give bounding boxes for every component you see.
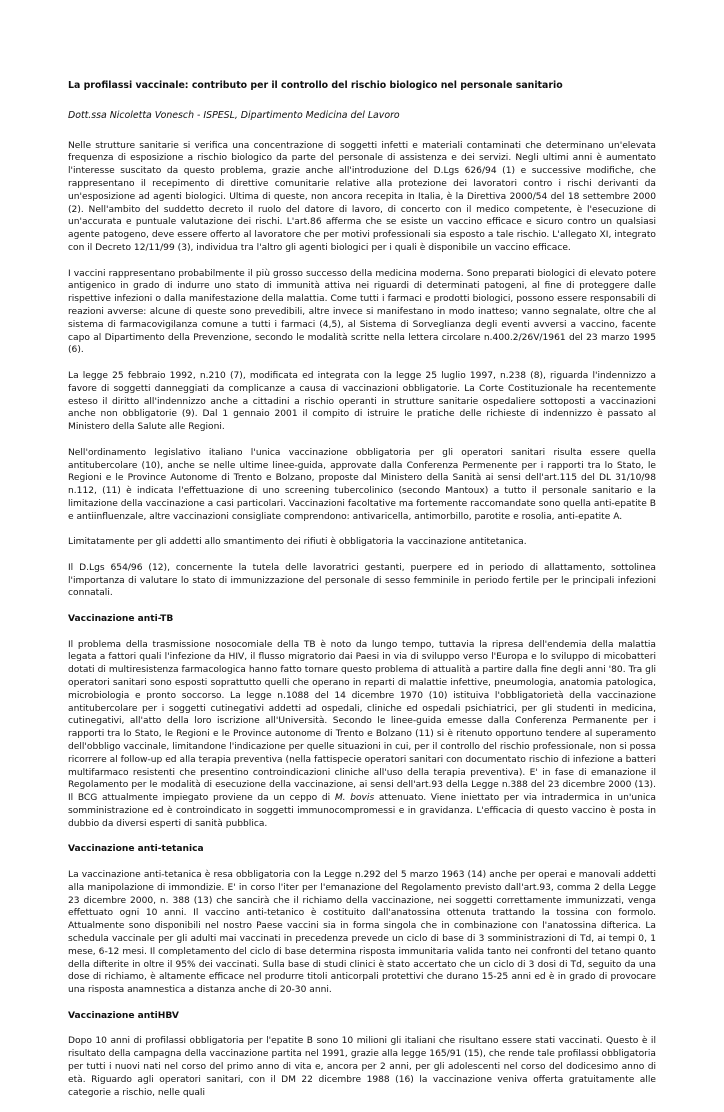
paragraph-legislation: Nell'ordinamento legislativo italiano l'unica vaccinazione obbligatoria per gli operatori sanitari risulta essere quella antitubercolare (10), anche se nelle ultime linee-guida, approvate dalla Conferenza Permenente per i rapporti tra lo Stato, le Regioni e le Province Autonome di Trento e Bolzano, proposte dal Ministero della Sanità ai sensi dell'art.115 del DL 31/10/98 n.112, (11) è indicata l'effettuazione di uno screening tubercolinico (secondo Mantoux) a tutto il personale sanitario e la limitazione della vaccinazione a casi particolari. Vaccinazioni facoltative ma fortemente raccomandate sono quella anti-epatite B e antiinfluenzale, altre vaccinazioni consigliate comprendono: antivaricella, antimorbillo, parotite e rosolia, anti-epatite A. (68, 447, 656, 522)
paragraph-indemnity-law: La legge 25 febbraio 1992, n.210 (7), modificata ed integrata con la legge 25 luglio 1997, n.238 (8), riguarda l'indennizzo a favore di soggetti danneggiati da complicanze a causa di vaccinazioni obbligatorie. La Corte Costituzionale ha recentemente esteso il diritto all'indennizzo anche a cittadini a rischio operanti in strutture sanitarie ospedaliere sottoposti a vaccinazioni anche non obbligatorie (9). Dal 1 gennaio 2001 il compito di istruire le pratiche delle richieste di indennizzo è passato al Ministero della Salute alle Regioni. (68, 370, 656, 433)
section-body-anti-tb (68, 639, 656, 831)
section-heading-anti-tetanica: Vaccinazione anti-tetanica (68, 844, 204, 855)
anti-tb-text-part1: Il problema della trasmissione nosocomiale della TB è noto da lungo tempo, tuttavia la ripresa dell'endemia della malattia legata a fattori quali l'infezione da HIV, il flusso migratorio dai Paesi in via di sviluppo verso l'Europa e lo sviluppo di micobatteri dotati di multiresistenza farmacologica hanno fatto tornare questo problema di attualità a partire dalla fine degli anni '80. Tra gli operatori sanitari sono esposti soprattutto quelli che operano in reparti di malattie infettive, pneumologia, anatomia patologica, microbiologia e pronto soccorso. La legge n.1088 del 14 dicembre 1970 (10) istituiva l'obbligatorietà della vaccinazione antitubercolare per i soggetti cutinegativi addetti ad ospedali, cliniche ed ospedali psichiatrici, per gli studenti in medicina, cutinegativi, all'atto della loro iscrizione all'Università. Secondo le linee-guida emesse dalla Conferenza Permanente per i rapporti tra lo Stato, le Regioni e le Province autonome di Trento e Bolzano (11) si è ritenuto opportuno tendere al superamento dell'obbligo vaccinale, limitandone l'indicazione per quelle situazioni in cui, per il controllo del rischio professionale, non si possa ricorrere al follow-up ed alla terapia preventiva (nella fattispecie operatori sanitari con documentato rischio di infezione a batteri multifarmaco resistenti che presentino controindicazioni cliniche all'uso della terapia preventiva). E' in fase di emanazione il Regolamento per le modalità di esecuzione della vaccinazione, ai sensi dell'art.93 della Legge n.388 del 23 dicembre 2000 (13). Il BCG attualmente impiegato proviene da un ceppo di (68, 639, 656, 804)
paragraph-intro: Nelle strutture sanitarie si verifica una concentrazione di soggetti infetti e materiali contaminati che determinano un'elevata frequenza di esposizione a rischio biologico da parte del personale di assistenza e dei servizi. Negli ultimi anni è aumentato l'interesse suscitato da questo problema, grazie anche all'introduzione del D.Lgs 626/94 (1) e successive modifiche, che rappresentano il recepimento di direttive comunitarie relative alla protezione dei lavoratori contro i rischi derivanti da un'esposizione ad agenti biologici. Ultima di queste, non ancora recepita in Italia, è la Direttiva 2000/54 del 18 settembre 2000 (2). Nell'ambito del suddetto decreto il ruolo del datore di lavoro, di concerto con il medico competente, è l'esecuzione di un'accurata e puntuale valutazione dei rischi. L'art.86 afferma che se esiste un vaccino efficace e sicuro contro un qualsiasi agente patogeno, deve essere offerto al lavoratore che per motivi professionali sia esposto a tale rischio. L'allegato XI, integrato con il Decreto 12/11/99 (3), individua tra l'altro gli agenti biologici per i quali è disponibile un vaccino efficace. (68, 140, 656, 253)
section-body-anti-hbv: Dopo 10 anni di profilassi obbligatoria per l'epatite B sono 10 milioni gli italiani che risultano essere stati vaccinati. Questo è il risultato della campagna della vaccinazione partita nel 1991, grazie alla legge 165/91 (15), che rende tale profilassi obbligatoria per tutti i nuovi nati nel corso del primo anno di vita e, ancora per 2 anni, per gli adolescenti nel corso del dodicesimo anno di età. Riguardo agli operatori sanitari, con il DM 22 dicembre 1988 (16) la vaccinazione veniva offerta gratuitamente alle categorie a rischio, nelle quali (68, 1036, 656, 1098)
species-name: M. bovis (334, 793, 375, 804)
paragraph-vaccines: I vaccini rappresentano probabilmente il più grosso successo della medicina moderna. Sono preparati biologici di elevato potere antigenico in grado di indurre uno stato di immunità attiva nei riguardi di determinati patogeni, al fine di proteggere dalle rispettive infezioni o dalla manifestazione della malattia. Come tutti i farmaci e prodotti biologici, possono essere responsabili di reazioni avverse: alcune di queste sono prevedibili, altre invece si manifestano in modo inatteso; vanno segnalate, oltre che al sistema di farmacovigilanza comune a tutti i farmaci (4,5), al Sistema di Sorveglianza degli eventi avversi a vaccino, facente capo al Dipartimento della Prevenzione, secondo le modalità scritte nella lettera circolare n.400.2/26V/1961 del 23 marzo 1995 (6). (68, 268, 656, 356)
document-title: La profilassi vaccinale: contributo per il controllo del rischio biologico nel personale sanitario (68, 80, 563, 91)
section-heading-anti-hbv: Vaccinazione antiHBV (68, 1010, 179, 1021)
paragraph-pregnant-workers: Il D.Lgs 654/96 (12), concernente la tutela delle lavoratrici gestanti, puerpere ed in periodo di allattamento, sottolinea l'importanza di valutare lo stato di immunizzazione del personale di sesso femminile in periodo fertile per le principali infezioni connatali. (68, 562, 656, 599)
paragraph-waste-workers: Limitatamente per gli addetti allo smantimento dei rifiuti è obbligatoria la vaccinazione antitetanica. (68, 537, 527, 548)
section-body-anti-tetanica: La vaccinazione anti-tetanica è resa obbligatoria con la Legge n.292 del 5 marzo 1963 (14) anche per operai e manovali addetti alla manipolazione di immondizie. E' in corso l'iter per l'emanazione del Regolamento previsto dall'art.93, comma 2 della Legge 23 dicembre 2000, n. 388 (13) che sancirà che il richiamo della vaccinazione, nei soggetti correttamente immunizzati, venga effettuato ogni 10 anni. Il vaccino anti-tetanico è costituito dall'anatossina ottenuta trattando la tossina con formolo. Attualmente sono disponibili nel nostro Paese vaccini sia in forma singola che in combinazione con l'anatossina difterica. La schedula vaccinale per gli adulti mai vaccinati in precedenza prevede un ciclo di base di 3 somministrazioni di Td, ai tempi 0, 1 mese, 6-12 mesi. Il completamento del ciclo di base determina risposta immunitaria valida tanto nei confronti del tetano quanto della difterite in oltre il 95% dei vaccinati. Sulla base di studi clinici è stato accertato che un ciclo di 3 dosi di Td, seguito da una dose di richiamo, è altamente efficace nel produrre titoli anticorpali protettivi che durano 15-25 anni ed è in grado di provocare una risposta anamnestica a distanza anche di 20-30 anni. (68, 870, 656, 996)
author-line: Dott.ssa Nicoletta Vonesch - ISPESL, Dipartimento Medicina del Lavoro (68, 109, 400, 121)
section-heading-anti-tb: Vaccinazione anti-TB (68, 614, 174, 625)
document-page (68, 80, 656, 1112)
anti-tb-text-part2: attenuato. Viene iniettato per via intradermica in un'unica somministrazione ed è controindicato in soggetti immunocompromessi e in gravidanza. L'efficacia di questo vaccino è posta in dubbio da diversi esperti di sanità pubblica. (68, 793, 656, 829)
